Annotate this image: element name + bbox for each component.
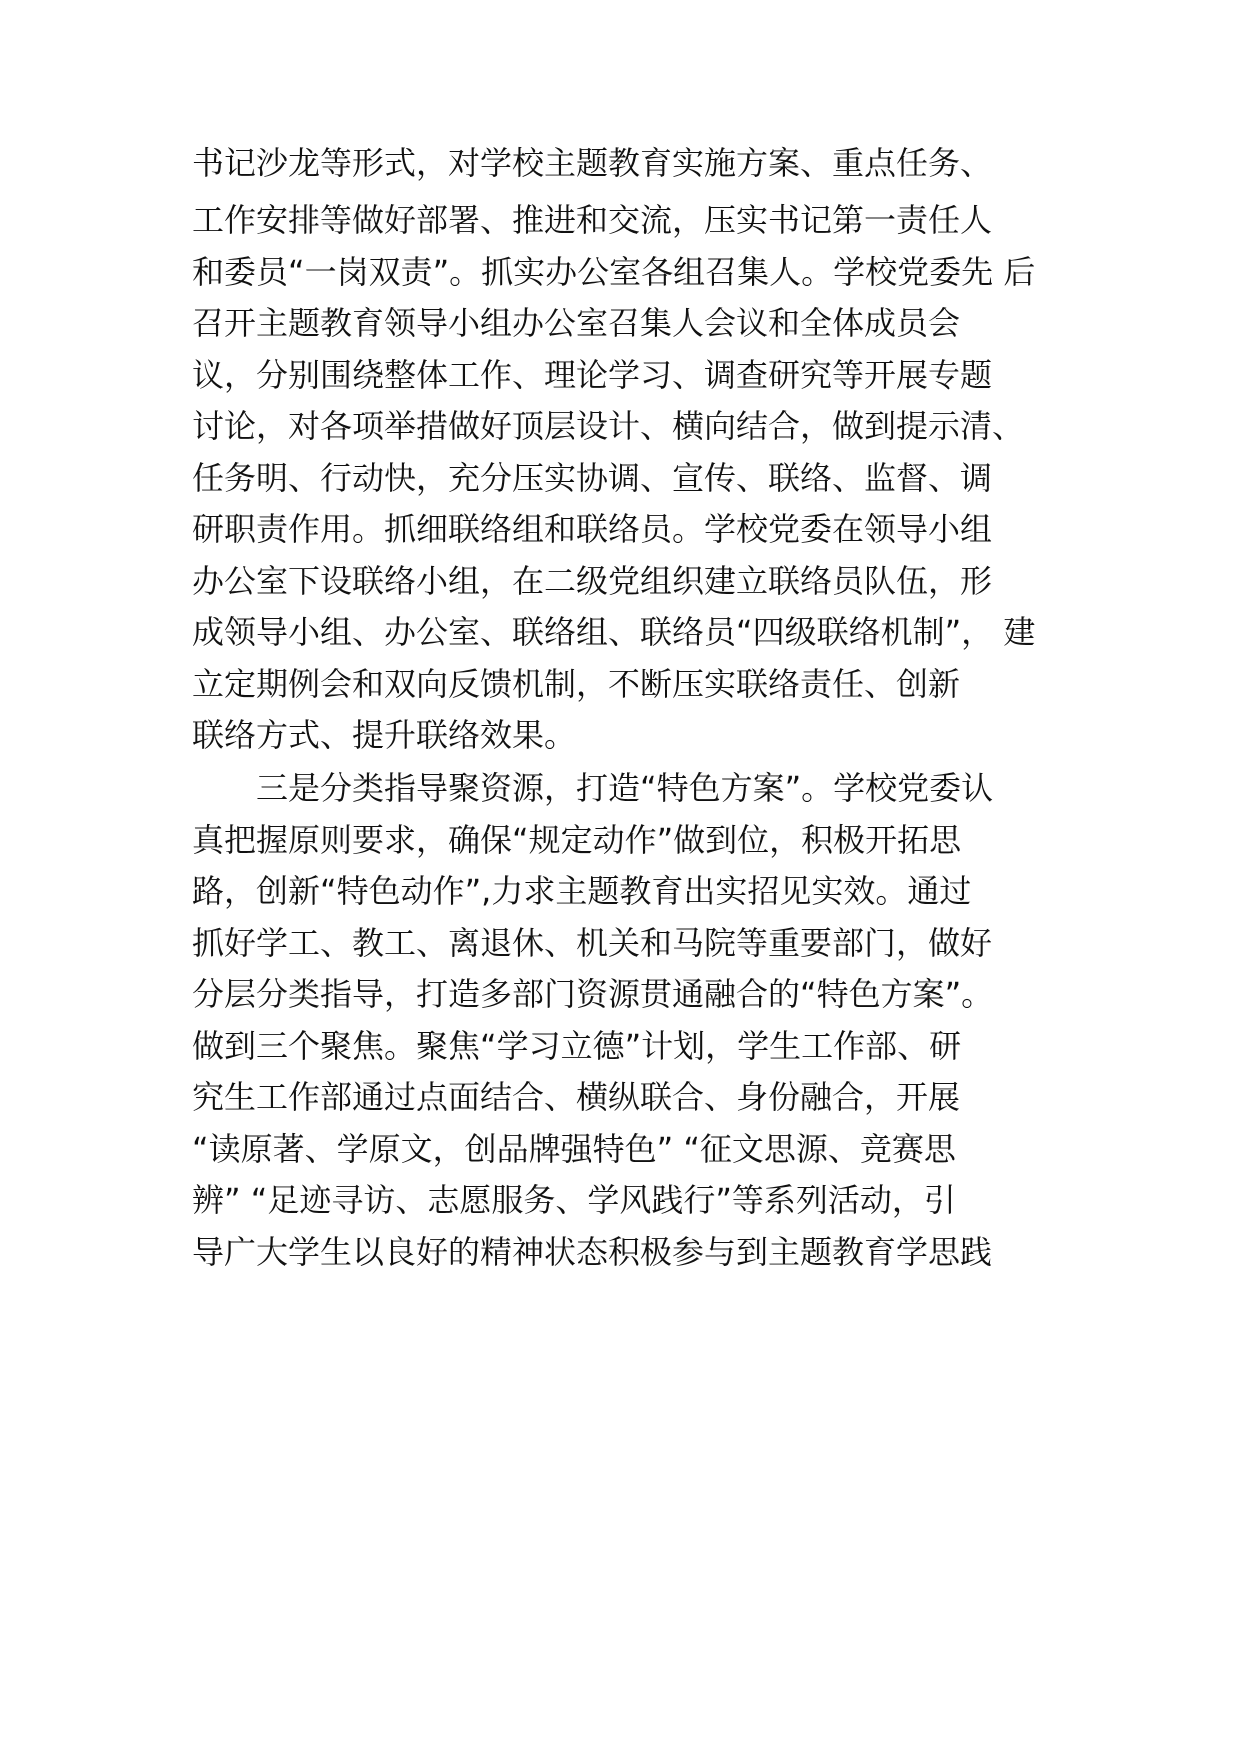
text-line: 工作安排等做好部署、推进和交流，压实书记第一责任人 <box>192 201 993 239</box>
text-line: 任务明、行动快，充分压实协调、宣传、联络、监督、调 <box>192 459 993 497</box>
text-line: 召开主题教育领导小组办公室召集人会议和全体成员会 <box>192 304 961 342</box>
text-line: 做到三个聚焦。聚焦“学习立德”计划，学生工作部、研 <box>192 1027 962 1065</box>
text-line: 和委员“一岗双责”。抓实办公室各组召集人。学校党委先 后 <box>192 253 1036 291</box>
text-line: 导广大学生以良好的精神状态积极参与到主题教育学思践 <box>192 1233 993 1271</box>
text-line: 书记沙龙等形式，对学校主题教育实施方案、重点任务、 <box>192 144 993 182</box>
text-line: 究生工作部通过点面结合、横纵联合、身份融合，开展 <box>192 1078 961 1116</box>
text-line: 辨” “足迹寻访、志愿服务、学风践行”等系列活动，引 <box>192 1181 956 1219</box>
text-line: 路，创新“特色动作”,力求主题教育出实招见实效。通过 <box>192 872 972 910</box>
text-line: 讨论，对各项举措做好顶层设计、横向结合，做到提示清、 <box>192 407 1025 445</box>
text-line: 抓好学工、教工、离退休、机关和马院等重要部门，做好 <box>192 924 993 962</box>
text-line: 办公室下设联络小组，在二级党组织建立联络员队伍，形 <box>192 562 993 600</box>
paragraph-start-line: 三是分类指导聚资源，打造“特色方案”。学校党委认 <box>256 769 994 807</box>
text-line: 立定期例会和双向反馈机制，不断压实联络责任、创新 <box>192 665 961 703</box>
text-line: 议，分别围绕整体工作、理论学习、调查研究等开展专题 <box>192 356 993 394</box>
text-line: 联络方式、提升联络效果。 <box>192 716 577 754</box>
text-line: 真把握原则要求，确保“规定动作”做到位，积极开拓思 <box>192 821 962 859</box>
text-line: 成领导小组、办公室、联络组、联络员“四级联络机制”， 建 <box>192 613 1036 651</box>
text-line: 分层分类指导，打造多部门资源贯通融合的“特色方案”。 <box>192 975 994 1013</box>
text-line: “读原著、学原文，创品牌强特色” “征文思源、竞赛思 <box>192 1130 956 1168</box>
text-line: 研职责作用。抓细联络组和联络员。学校党委在领导小组 <box>192 510 993 548</box>
